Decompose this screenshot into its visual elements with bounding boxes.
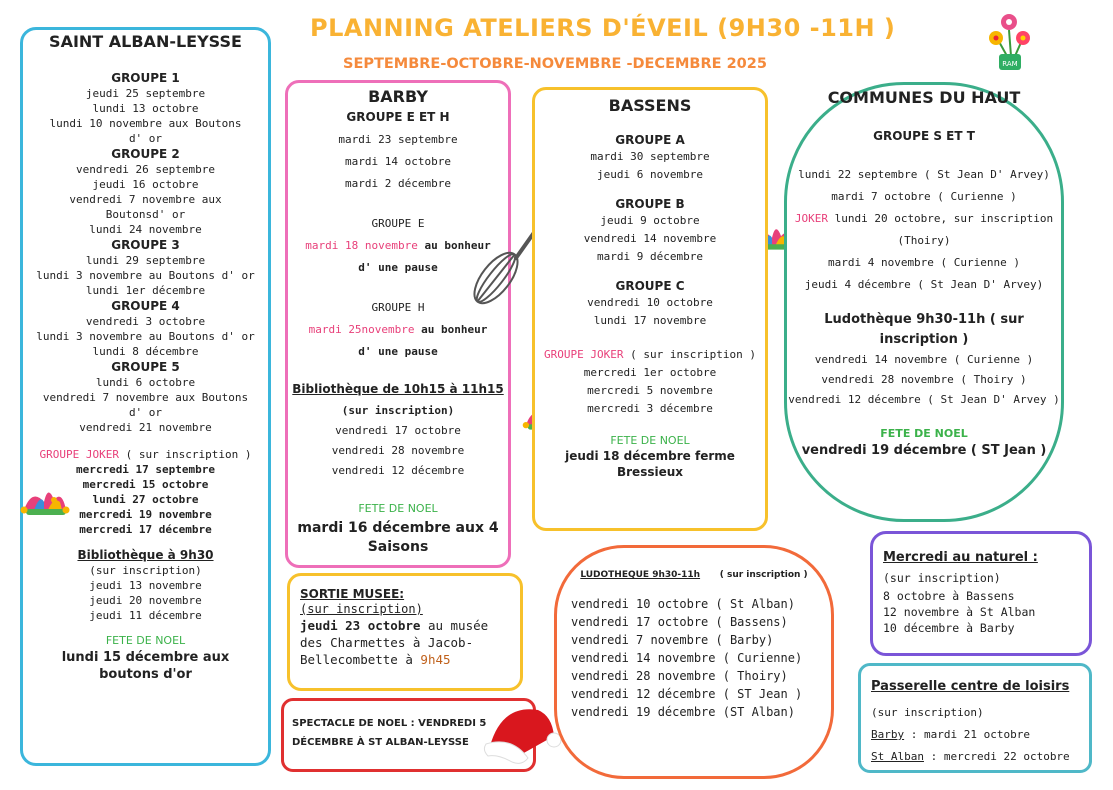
saint-alban-g3-line: lundi 29 septembre <box>85 254 206 267</box>
saint-alban-g1-line: lundi 13 octobre <box>92 102 199 115</box>
saint-alban-g1-line: jeudi 25 septembre <box>85 87 206 100</box>
ludotheque-label: LUDOTHEQUE 9h30-11h <box>580 570 701 580</box>
barby-biblio-line: vendredi 17 octobre <box>335 424 461 437</box>
page-title: PLANNING ATELIERS D'ÉVEIL (9H30 -11H ) <box>310 14 896 42</box>
santa-hat-icon <box>482 696 562 768</box>
barby-gh-label: GROUPE H <box>371 301 425 314</box>
barby-ge-rest2: d' une pause <box>358 261 438 274</box>
passerelle-label: Passerelle centre de loisirs <box>871 679 1070 694</box>
bassens-gb-line: jeudi 9 octobre <box>600 214 700 227</box>
communes-ludo-line: vendredi 12 décembre ( St Jean D' Arvey ) <box>788 393 1060 406</box>
saint-alban-biblio-line: jeudi 11 décembre <box>89 609 202 622</box>
bassens-gb-label: GROUPE B <box>615 197 685 211</box>
saint-alban-biblio-line: jeudi 20 novembre <box>89 594 202 607</box>
bassens-gc-line: vendredi 10 octobre <box>587 296 713 309</box>
ludotheque-line: vendredi 19 décembre (ST Alban) <box>571 705 795 719</box>
communes-joker-rest2: (Thoiry) <box>897 234 951 247</box>
bassens-ga-label: GROUPE A <box>615 133 685 147</box>
spectacle-line2: DÉCEMBRE À ST ALBAN-LEYSSE <box>292 737 469 748</box>
ludotheque-line: vendredi 12 décembre ( ST Jean ) <box>571 687 803 701</box>
naturel-line: 12 novembre à St Alban <box>883 605 1036 619</box>
saint-alban-g4-line: lundi 3 novembre au Boutons d' or <box>36 330 255 343</box>
barby-ge-rest: au bonheur <box>417 239 491 252</box>
ludotheque-line: vendredi 28 novembre ( Thoiry) <box>571 669 788 683</box>
barby-geh-label: GROUPE E ET H <box>346 110 450 124</box>
ludotheque-line: vendredi 14 novembre ( Curienne) <box>571 651 803 665</box>
communes-ludo-line: vendredi 14 novembre ( Curienne ) <box>814 353 1034 366</box>
communes-gst-line: lundi 22 septembre ( St Jean D' Arvey) <box>798 168 1050 181</box>
musee-rest: au musée des Charmettes à Jacob-Bellecombette à <box>300 618 489 667</box>
musee-panel <box>287 573 523 691</box>
barby-biblio-line: vendredi 12 décembre <box>331 464 465 477</box>
barby-geh-line: mardi 23 septembre <box>338 133 458 146</box>
communes-gst-label: GROUPE S ET T <box>873 129 975 143</box>
bassens-ga-line: mardi 30 septembre <box>590 150 710 163</box>
bassens-gc-label: GROUPE C <box>615 279 685 293</box>
barby-gh-heading <box>288 319 508 341</box>
passerelle-barby: Barby <box>871 728 905 741</box>
barby-fete-label: FETE DE NOEL <box>358 502 438 515</box>
barby-gh-date: mardi 25novembre <box>308 323 415 336</box>
communes-ludo-line: vendredi 28 novembre ( Thoiry ) <box>821 373 1027 386</box>
passerelle-note: (sur inscription) <box>871 706 984 719</box>
communes-fete-label: FETE DE NOEL <box>880 427 968 440</box>
bassens-gb-line: vendredi 14 novembre <box>583 232 717 245</box>
musee-text <box>300 617 510 668</box>
communes-joker-rest: lundi 20 octobre, sur inscription <box>827 212 1054 225</box>
barby-geh-line: mardi 2 décembre <box>345 177 451 190</box>
saint-alban-joker-line: mercredi 15 octobre <box>82 478 209 491</box>
passerelle-panel <box>858 663 1092 773</box>
passerelle-barby-rest: : mardi 21 octobre <box>904 728 1030 741</box>
musee-time: 9h45 <box>420 652 451 667</box>
saint-alban-g2-line: lundi 24 novembre <box>89 223 202 236</box>
ludotheque-line: vendredi 7 novembre ( Barby) <box>571 633 774 647</box>
musee-label: SORTIE MUSEE: <box>300 587 405 601</box>
bassens-title: BASSENS <box>608 96 692 115</box>
saint-alban-g2-line: Boutonsd' or <box>105 208 186 221</box>
bassens-joker-line: mercredi 3 décembre <box>587 402 713 415</box>
barby-gh-rest: au bonheur <box>414 323 488 336</box>
saint-alban-g5-line: d' or <box>128 406 163 419</box>
communes-fete-value: vendredi 19 décembre ( ST Jean ) <box>801 443 1047 458</box>
bassens-gb-line: mardi 9 décembre <box>597 250 703 263</box>
barby-biblio-line: vendredi 28 novembre <box>331 444 465 457</box>
saint-alban-g2-line: vendredi 7 novembre aux <box>69 193 222 206</box>
jester-hat-icon <box>18 480 70 522</box>
saint-alban-joker-line: lundi 27 octobre <box>92 493 199 506</box>
saint-alban-title: SAINT ALBAN-LEYSSE <box>49 32 242 51</box>
naturel-label: Mercredi au naturel : <box>883 550 1038 565</box>
communes-line: jeudi 4 décembre ( St Jean D' Arvey) <box>804 278 1044 291</box>
saint-alban-g4-label: GROUPE 4 <box>111 299 180 313</box>
saint-alban-joker-line: mercredi 17 septembre <box>75 463 216 476</box>
communes-line: mardi 4 novembre ( Curienne ) <box>827 256 1021 269</box>
passerelle-stalban-rest: : mercredi 22 octobre <box>923 750 1070 763</box>
ludotheque-heading <box>571 562 831 581</box>
saint-alban-joker-note: ( sur inscription ) <box>119 448 252 461</box>
saint-alban-g5-line: vendredi 7 novembre aux Boutons <box>42 391 249 404</box>
barby-title: BARBY <box>368 87 428 106</box>
saint-alban-fete-label: FETE DE NOEL <box>105 634 186 647</box>
saint-alban-g4-line: lundi 8 décembre <box>92 345 199 358</box>
barby-ge-date: mardi 18 novembre <box>305 239 418 252</box>
bassens-fete-value: jeudi 18 décembre ferme Bressieux <box>565 449 735 479</box>
barby-ge-label: GROUPE E <box>371 217 425 230</box>
saint-alban-biblio-line: (sur inscription) <box>89 564 202 577</box>
spectacle-line1: SPECTACLE DE NOEL : VENDREDI 5 <box>292 718 487 729</box>
saint-alban-fete-value: lundi 15 décembre aux boutons d'or <box>61 650 230 682</box>
saint-alban-g1-label: GROUPE 1 <box>111 71 180 85</box>
saint-alban-biblio-label: Bibliothèque à 9h30 <box>77 548 214 562</box>
saint-alban-g3-line: lundi 3 novembre au Boutons d' or <box>36 269 255 282</box>
saint-alban-g2-line: jeudi 16 octobre <box>92 178 199 191</box>
saint-alban-g3-line: lundi 1er décembre <box>85 284 206 297</box>
communes-gst-line: mardi 7 octobre ( Curienne ) <box>831 190 1017 203</box>
bassens-joker-line: mercredi 1er octobre <box>583 366 717 379</box>
saint-alban-g1-line: d' or <box>128 132 163 145</box>
saint-alban-biblio-line: jeudi 13 novembre <box>89 579 202 592</box>
logo-text: RAM <box>1002 60 1018 68</box>
ludotheque-panel <box>554 545 834 779</box>
saint-alban-g5-line: lundi 6 octobre <box>95 376 196 389</box>
communes-ludo-label: Ludothèque 9h30-11h ( sur inscription ) <box>824 312 1024 347</box>
naturel-line: (sur inscription) <box>883 571 1001 585</box>
saint-alban-panel <box>20 27 271 766</box>
musee-note: (sur inscription) <box>300 602 423 616</box>
saint-alban-g5-line: vendredi 21 novembre <box>79 421 212 434</box>
saint-alban-joker-label: GROUPE JOKER <box>39 448 120 461</box>
passerelle-stalban-row <box>871 746 1079 768</box>
saint-alban-g1-line: lundi 10 novembre aux Boutons <box>49 117 242 130</box>
page-subtitle: SEPTEMBRE-OCTOBRE-NOVEMBRE -DECEMBRE 2025 <box>343 56 767 72</box>
bassens-joker-note: ( sur inscription ) <box>623 348 756 361</box>
barby-biblio-label: Bibliothèque de 10h15 à 11h15 <box>292 382 504 396</box>
communes-panel <box>784 82 1064 522</box>
flowers-logo-icon <box>985 8 1035 74</box>
barby-geh-line: mardi 14 octobre <box>345 155 451 168</box>
saint-alban-g2-label: GROUPE 2 <box>111 147 180 161</box>
saint-alban-g3-label: GROUPE 3 <box>111 238 180 252</box>
passerelle-stalban: St Alban <box>871 750 924 763</box>
barby-biblio-line: (sur inscription) <box>341 404 455 417</box>
communes-joker-label: JOKER <box>794 212 828 225</box>
barby-gh-rest2: d' une pause <box>358 345 438 358</box>
bassens-joker-line: mercredi 5 novembre <box>587 384 713 397</box>
saint-alban-g2-line: vendredi 26 septembre <box>75 163 216 176</box>
bassens-panel <box>532 87 768 531</box>
naturel-line: 10 décembre à Barby <box>883 621 1015 635</box>
barby-panel <box>285 80 511 568</box>
naturel-line: 8 octobre à Bassens <box>883 589 1015 603</box>
naturel-panel <box>870 531 1092 656</box>
saint-alban-joker-heading <box>23 447 268 462</box>
passerelle-barby-row <box>871 724 1079 746</box>
ludotheque-line: vendredi 10 octobre ( St Alban) <box>571 597 795 611</box>
saint-alban-g5-label: GROUPE 5 <box>111 360 180 374</box>
communes-joker-heading <box>787 208 1061 230</box>
saint-alban-joker-line: mercredi 19 novembre <box>79 508 212 521</box>
musee-date: jeudi 23 octobre <box>300 618 421 633</box>
bassens-gc-line: lundi 17 novembre <box>593 314 707 327</box>
bassens-fete-label: FETE DE NOEL <box>610 434 690 447</box>
bassens-joker-label: GROUPE JOKER <box>544 348 624 361</box>
bassens-ga-line: jeudi 6 novembre <box>597 168 703 181</box>
communes-title: COMMUNES DU HAUT <box>827 88 1021 107</box>
barby-fete-value: mardi 16 décembre aux 4 Saisons <box>297 520 499 555</box>
saint-alban-g4-line: vendredi 3 octobre <box>85 315 206 328</box>
ludotheque-note: ( sur inscription ) <box>719 570 808 580</box>
bassens-joker-heading <box>535 346 765 364</box>
saint-alban-joker-line: mercredi 17 décembre <box>79 523 212 536</box>
ludotheque-line: vendredi 17 octobre ( Bassens) <box>571 615 788 629</box>
